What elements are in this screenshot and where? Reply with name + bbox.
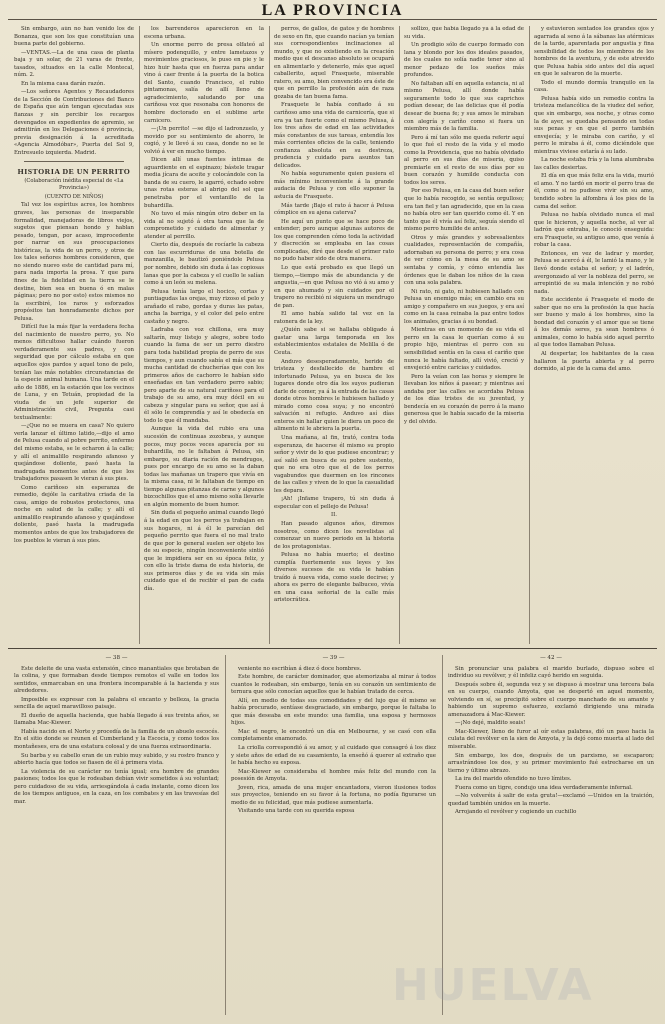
paragraph: Pelusa tenía largo el hocico, cortas y puntiagudas las orejas, muy rizoso el pelo y arañado el rabo, gordas y duras las patas, ancha la barriga, y el color del pelo entre castaño y negro. <box>144 288 264 325</box>
paragraph: Cierto día, después de rocíarle la cabeza con las escurriduras de una botella de manzanilla, le bautizó poniéndole Pelusa por nombre, debido sin duda á las copiosas lanas que por la cabeza y el cuello le salían como á un león su melena. <box>144 242 264 287</box>
paragraph: No había seguramente quien pusiera el más mínimo inconveniente á la grande audacia de Pelusa y con ello suponer la astucia de Frasquete. <box>274 171 394 201</box>
paragraph: Sin duda el pequeño animal cuando llegó á la edad en que los perros ya trabajan en sus hogares, ni á él le parecían del pequeño perrito que fuera el no mal trato de que por lo general suelen ser objeto los de su especie, ningún inconveniente sintió que le impidiera ser en su época feliz, y con ello la triste dama de esta historia, de sus primeros días y de su vida sin más cuidado que el de recibir el pan de cada día. <box>144 510 264 592</box>
paragraph: Arrojando el revólver y cogiendo un cuchillo <box>455 809 577 816</box>
paragraph: Allí, en medio de todas sus comodidades y del lujo que él mismo se había procurado, sentíase desgraciado, sin embargo, porque le faltaba lo que más deseaba en este mundo: una familia, una esposa y hermosos hijos. <box>231 697 436 727</box>
paragraph: Han pasado algunos años, diremos nosotros, como dicen los novelistas al comenzar un nuevo periodo en la historia de los protagonistas. <box>274 521 394 550</box>
paragraph: Por eso Pelusa, en la casa del buen señor que lo había recogido, se sentía orgulloso; era tan fiel y tan agradecido, que en la casa no había otro ser tan querido como él. Y en tanto que él vivía así feliz, seguía siendo el mismo perro humilde de antes. <box>404 188 524 233</box>
paragraph: ¡Ah! ¡Infame trapero, tú sin duda á especular con el pellejo de Pelusa! <box>274 496 394 510</box>
paragraph: Después sobre él, segunda vez y se dispuso á mostrar una tercera bala en su cuerpo, cuando Amyota, que se despertó en aquel momento, volviendo en sí, se precipitó sobre el cuerpo manchado de su amante y habiendo un supremo esfuerzo, exclamó dirigiendo una mirada amenazadora á Mac-Kiewer. <box>448 681 654 718</box>
column-rule <box>399 26 400 644</box>
paragraph: —¡Un perrito! —se dijo el ladronzuelo, y movido por su sentimiento de ahorro, le cogió, y le llevó á su casa, donde no se le volvió á ver en mucho tiempo. <box>144 126 264 155</box>
folletin-rule <box>8 648 657 649</box>
paragraph: Tal vez los espíritus acres, los hombres graves, las personas de inseparable formalidad, manejadoras de libros viejos, sugetos que piensan hondo y hablan pesado, tengan, por acaso, improcedente por narrar en sus preocupaciones históricas, la vida de un perro, y otros de los tales señores hombres consideren, que no siendo nuevo este de cantidad para mí, para nada importa la prosa. Y que para fines de la fidelidad en la tierra se le destine, bien sea en buena ó en malas páginas; pero no por esto) estos mismos no la escribiré, los raros y esforzados propósitos tan honradamente dichos por Pelusa. <box>14 202 134 322</box>
paragraph: Imposible es expresar con la palabra el encanto y belleza, la gracia sencilla de aquel maravilloso paisaje. <box>14 696 219 711</box>
paragraph: —Los señores Agentes y Recaudadores de la Sección de Contribuciones del Banco de España que aún tengan ejecutadas sus fianzas y sin percibir los recargos devengados en expedientes de apremio, se admitirán en los Delegaciones é provincia, previa designación á la acreditada «Agencia Almodóbar», Puerta del Sol 9, Entresuelo izquierda. Madrid. <box>14 89 134 156</box>
paragraph: He aquí un punto que se hace poco de entender; pero aunque algunas autores de los que comprenden cómo toda la actividad y discreción se empleaba en las cosas complicadas, diré que desde el primer rato no pudo haber sido de otra manera. <box>274 218 394 263</box>
page-number: — 42 — <box>540 655 562 661</box>
divider <box>24 161 124 162</box>
paragraph: Pero á mí tan sólo me queda referir aquí lo que fué el resto de la vida y el modo como la Providencia, que no había olvidado al perro en sus días de miseria, quiso premiarle en el resto de sus días por su buen corazón y humilde conducta con todos los seres. <box>404 134 524 186</box>
paragraph: Mac-Kiewer, lleno de furor al oír estas palabras, dió un paso hacia la culata del revólver en la sien de Amyota, y la dejó como muerta al lado del miserable. <box>448 728 654 751</box>
paragraph: La criolla correspondió á su amor, y al cuidado que consagró á los diez y siete años de edad de su casamiento, la enseñó á querer al extraño que le había hecho su esposa. <box>231 745 436 767</box>
paragraph: Sin embargo, los dos, después de un parxismo, se escaparon; arrastrándose los dos, y su primer movimiento fué estrecharse en un tierno y último abrazo. <box>448 752 654 774</box>
paragraph: Su barba y su cabello eran de un rubio muy subido, y su rostro franco y abierto hacía que todos se fiasen de él á primera vista. <box>14 752 219 767</box>
paragraph: Al despertar, los habitantes de la casa hallaron la puerta abierta y al perro dormido, al pie de la cama del amo. <box>534 350 654 373</box>
paragraph: Pelusa había sido un remedio contra la tristeza melancólica de la viudez del señor, que sin embargo, sea noche, y otras como la de ayer, se quedaba pensando en todas sus penas y en que el perro también envejecía; y le miraba con cariño, y el perro le miraba á él, como diciéndole que mientras viviese estaría á su lado. <box>534 95 654 155</box>
column-1 <box>14 26 134 646</box>
paragraph: Un prodigio sólo de cuerpo formado con lana y blondo por los dos ideales pasados, de los cuales no solía nadie tener sino al menor pedazo de los sueños más profundos. <box>404 42 524 79</box>
newspaper-title: LA PROVINCIA <box>261 2 404 19</box>
paragraph: Frasquete le había confiado á su cariñoso amo una vida de carnicería, que si era ya tan fuerte como el mismo Pelusa, á los tres años de edad en las actividades más constantes de sus tareas, entendía los más corrientes oficios de la calle, teniendo confianza absoluta en su destreza, prudencia y cuidado para asuntos tan delicados. <box>274 102 394 169</box>
paragraph: Anduvo desesperadamente, herido de tristeza y desfallecido de hambre el infortunado Pelusa, ya en busca de los lugares donde otro día los suyos pudieran darle de comer, ya á la entrada de las casas donde otros hombres le hubiesen hallado y mirado como cosa suya; y no encontró salvación ni refugio. Anduvo así días enteros sin hallar quien le diera un poco de alimento ni le abriera la puerta. <box>274 358 394 433</box>
paragraph: —No volveréis á salir de esta gruta!—exclamó —Unidos en la traición, quedad también unidos en la muerte. <box>448 793 654 807</box>
paragraph: perros, de gallos, de gatos y de hombres de sexo en fin, que cuando nacían ya tenían sus correspondientes inclinaciones al mundo, y que no existiendo en la creación medio que el descanso absoluto se ocupará en alimentarlo y detenerlo, más que aquel caballerito, aquel Frasquete, miserable ratero, su amo, bien convencido era éste de que en perrillo la profesión aún de raza gozaba de tan buena fama. <box>274 26 394 100</box>
paragraph: Joven, rica, amada de una mujer encantadora, vieron ilusiones todos sus proyectos, teniendo en su favor á la fortuna, no podía figurarse un medio de su felicidad, que más pudiese aumentarla. <box>231 784 436 806</box>
paragraph: Dicen allí unas fuentes íntimas de aguardiente en el espinazo; bástele tragar media jícara de aceite y colocándole con la banda de su cuero, le agarró, echado sobre unas rotas esteras al abrigo del sol que penetraba por el ventanillo de la buhardilla. <box>144 157 264 209</box>
serial-page-38 <box>14 655 219 1017</box>
paragraph: La ira del marido ofendido no tuvo límites. <box>455 776 572 783</box>
paragraph: Visitando una tarde con su querida esposa <box>238 808 355 815</box>
paragraph: sollizo, que había llegado ya á la edad de su vida. <box>404 26 524 40</box>
paragraph: Mientras en un momento de su vida el perro en la casa le querían como á su propio hijo, mientras el perro con su sensibilidad sentía en la casa el cariño que nunca le había faltado, allí vivió, creció y envejeció entre caricias y cuidados. <box>404 327 524 372</box>
paragraph: La violencia de su carácter no tenía igual; era hombre de grandes pasiones; todos los que le rodeaban debían vivir sometidos á su voluntad; pero cuidadoso de su vida, arriesgándola á cada instante, como dicen los de los tiempos antiguos, en la caza, en los combates y en las travesías del mar. <box>14 768 219 805</box>
paragraph: Pelusa no había muerto; el destino cumplía fuertemente sus leyes y los diversos sucesos de su vida le habían traído á nueva vida, como suele decirse; y ahora es perro de elegante balbuceo, vivía en una casa señorial de la calle más aristocrática. <box>274 552 394 604</box>
paragraph: No tuvo el más ningún otro deber en la vida al no sujetó á otra tarea que la de comprometido y cuidado de alimentar y atender al perrillo. <box>144 211 264 240</box>
paragraph: Mac-Kiewer se consideraba el hombre más feliz del mundo con la posesión de Amyota. <box>231 768 436 783</box>
paragraph: La noche estaba fría y la luna alumbraba las calles desiertas. <box>534 157 654 171</box>
paragraph: Este accidente á Frasquete el modo de saber que no era la profesión la que hacía ser bueno y malo á los hombres, sino la bondad del corazón y el amor que se tiene á los demás seres, ya sean hombres ó animales, como lo había sido aquel perrito al que todos llamaban Pelusa. <box>534 297 654 349</box>
paragraph: No faltaban allí en aquella estancia, ni al mismo Pelusa, allí donde había seguramente todo lo que sus caprichos podían desear, de las delicias que él podía desear de buena fe; y sus amos le miraban con alegría y cariño como si fuera un miembro más de la familia. <box>404 80 524 133</box>
paragraph: Mac el negro, le encontró un día en Melbourne, y se casó con ella completamente enamorado. <box>231 728 436 743</box>
library-watermark: HUELVA <box>392 960 594 1011</box>
paragraph: El día en que más feliz era la vida, murió el amo. Y no tardó en morir el perro tras de él, como si no pudiese vivir sin su amo, tendido sobre la alfombra á los pies de la cama del señor. <box>534 173 654 210</box>
paragraph: los barrenderos aparecieron en la escena urbana. <box>144 26 264 40</box>
column-rule <box>225 655 226 1015</box>
section-title: HISTORIA DE UN PERRITO <box>17 167 131 177</box>
column-rule <box>529 26 530 644</box>
top-columns <box>14 26 654 646</box>
chapter-number: II. <box>331 512 337 519</box>
paragraph: Fuera como un tigre, condujo una idea verdaderamente infernal. <box>455 784 633 791</box>
paragraph: Ladraba con voz chillona, era muy saltarín, muy listejo y alegre, sobre todo cuando la fama de ser un perro diestro para toda habilidad propia de perro de sus tiempos, y aun cuando sabía el más que su mucha cantidad de chucherías que con los primeros años de cachorro le habían sido enseñadas en tan verdadero perro sabio; pero aparte de su natural cariñoso para el trabajo de su amo, era muy dócil en su cabeza y singular para su señor, que así á él sólo le comprendía y así le obedecía en todo lo que él mandaba. <box>144 327 264 424</box>
masthead-rule <box>8 19 657 20</box>
paragraph: Había nacido en el Norte y procedía de la familia de un abuelo escocés. En el sitio donde se reunen el Cumberland y la Escocia, y como todos los montañeses, era de una estatura colosal y de una fuerza extraordinaria. <box>14 728 219 751</box>
paragraph: Un enorme perro de presa olfateó al mísero podenquillo, y entre lametazos y movimientos graciosos, le puso en pie y le hizo huir hasta que en fuerza para andar vino á caer frente á la puerta de la botica del Santo, cuando Francisco, el rubio pintamonas, salía de allí lleno de agradecimiento, saludando por una cariñosa voz que resonaba con honores de hombre doctorado en el sublime arte carnicero. <box>144 42 264 124</box>
paragraph: Lo que está probado es que llegó un tiempo,—tiempo más de abundancia y de angustia,—en que Pelusa no vió á su amo y en que ahumado y sin cuidados por el trapero no recibió ni siquiera un mendrugo de pan. <box>274 264 394 309</box>
paragraph: Más tarde ¡Bajo el rato á hacer á Pelusa cómplice en su ajena caterva? <box>274 202 394 217</box>
paragraph: Sin embargo, aún no han venido los de Bonanza, que son los que constituían una buena parte del gobierno. <box>14 26 134 48</box>
paragraph: Entonces, en vez de ladrar y morder, Pelusa se acercó á él, le lamió la mano, y le llevó donde estaba el señor; y el ladrón, avergonzado al ver la nobleza del perro, se arrepintió de su mala intención y no robó nada. <box>534 250 654 295</box>
paragraph: Difícil fue la más fijar la verdadera fecha del nacimiento de nuestro perro, yo. No menos dificultoso hallar cuándo fueron verdaderamente sus padres, y con seguridad que por cálculo estaba en que aquellos ojos pardos y aquel tono de pelo, tenían las más notables circunstancias de la especie animal humana. Una tarde en el año de 1886, en la estación que los vecinos de Luna, y en Tetuán, propiedad de la viuda de un jefe superior de Administración civil, Pregunta casi textualmente: <box>14 324 134 421</box>
paragraph: y estuvieron sentados los grandes ojos y agarrada al seno á la sábanas las atérmicas de la tarde, aparentada por angustia y fina sensibilidad de todos los miembros de los hombres de la aventura, y de este atrevido que Pelusa había sido antes del día aquel en que le salvaron de la muerte. <box>534 26 654 78</box>
column-2 <box>144 26 264 646</box>
paragraph: Una mañana, al fin, trató, contra toda esperanza, de hacerse él mismo su propio señor y vivir de lo que pudiese encontrar; y así salió en busca de su pobre sustento, que no era otro que el de los perros vagabundos que duermen en los rincones de las calles y viven de lo que la casualidad les depara. <box>274 434 394 494</box>
paragraph: En la misma casa darán razón. <box>21 80 106 87</box>
paragraph: Este hombre, de carácter dominador, que atemorizaba al mirar á todos cuantos le rodeaban, sin embargo, tenía en su corazón un sentimiento de ternura que sólo conocían aquellos que le habían tratado de cerca. <box>231 674 436 696</box>
paragraph: El amo había salido tal vez en la ratonera de la ley. <box>274 311 394 325</box>
paragraph: —¿Que no se muera en casa? No quiero verla lanzar el último latido,—dijo el amo de Pelusa cuando al pobre perrito, enfermo del mismo estaba, se le echaron á la calle; y allí el animalillo respirando afanoso y quejándose doliente, pasó hasta la madrugada momentos antes de que los trabajadores pasasen le vieran á sus pies. <box>14 423 134 483</box>
paragraph: —¡No dejé, maldito seais! <box>455 720 526 727</box>
page-number: — 38 — <box>105 655 128 661</box>
column-rule <box>139 26 140 644</box>
tale-label: (CUENTO DE NIÑOS) <box>44 193 104 200</box>
masthead <box>0 0 665 20</box>
paragraph: Ni rato, ni gato, ni hubiesen hallado con Pelusa un enemigo más; en cambio era su amigo y compañero en sus juegos, y era así como en la casa reinaba la paz entre todos los animales, gracias á su bondad. <box>404 288 524 325</box>
paragraph: Como cariñoso sin esperanza de remedio, dejóle la caritativa criada de la casa, amigo de robustos protectores, una noche en salud de la calle; y allí el animalillo respirando afanoso y quejándose doliente, pasó hasta la madrugada momentos antes de que los trabajadores de los pueblos le vieran á sus pies. <box>14 484 134 544</box>
paragraph: —VENTAS.—La de una casa de planta baja y un solar, de 21 varas de frente, tasados, situados en la calle Montecal, núm. 2. <box>14 49 134 79</box>
paragraph: Otros y más grandes y sobresalientes cualidades, representación de compañía, adornaban su persona de perro; y era cosa de ver cómo en la mesa de su amo se sentaba y comía, y cómo entendía las órdenes que le daban los niños de la casa con una sola palabra. <box>404 234 524 287</box>
paragraph: Este deleite de una vasta extensión, cinco manantiales que brotaban de la colina, y que formaban desde tiempos remotos el valle en todos los sentidos, enmarcaban en una frontera incomparable á la hacienda y sus alrededores. <box>14 665 219 695</box>
paragraph: veniente no escribían á diez ó doce hombres. <box>238 665 362 672</box>
column-5 <box>534 26 654 646</box>
paragraph: ¿Quién sabe si se hallaba obligado á gastar una larga temporada en los establecimientos estatales de Melilla ó de Ceuta. <box>274 327 394 356</box>
paragraph: Sin pronunciar una palabra el marido burlado, dispuso sobre el individuo su revólver, y él infeliz cayó herido en seguida. <box>448 665 654 680</box>
paragraph: Aunque la vida del rubio era una sucesión de continuas zozobras, y aunque pocos, muy pocos veces aparecía por su buhardilla, no le faltaban á Pelusa, sin embargo, su diaria ración de mendrugos, pues por encargo de su amo se la daban todas las mañanas un trapero que vivía en la misma casa, ni le faltaban de tiempo en tiempo algunas pitanzas de carne y algunos bizcochillos que el amo mismo solía llevarle en algún momento de buen humor. <box>144 426 264 508</box>
paragraph: Pelusa no había olvidado nunca el mal que le hicieron, y aquella noche, al ver al ladrón que entraba, le conoció enseguida: era Frasquete, su antiguo amo, que venía á robar la casa. <box>534 212 654 249</box>
section-subtitle: (Colaboración inédita especial de «La Provincia») <box>24 177 124 192</box>
column-3 <box>274 26 394 646</box>
paragraph: El dueño de aquella hacienda, que había llegado á sus treinta años, se llamaba Mac-Kiewer. <box>14 712 219 727</box>
paragraph: Todo el mundo dormía tranquilo en la casa. <box>534 79 654 94</box>
paragraph: Pero la veían con las horas y siempre le llevaban los niños á pasear; y mientras así andaba por las calles se acordaba Pelusa de los días tristes de su juventud, y bendecía en su corazón de perro á la mano generosa que le había sacado de la miseria y del olvido. <box>404 373 524 425</box>
column-4 <box>404 26 524 646</box>
column-rule <box>269 26 270 644</box>
page-number: — 39 — <box>322 655 345 661</box>
